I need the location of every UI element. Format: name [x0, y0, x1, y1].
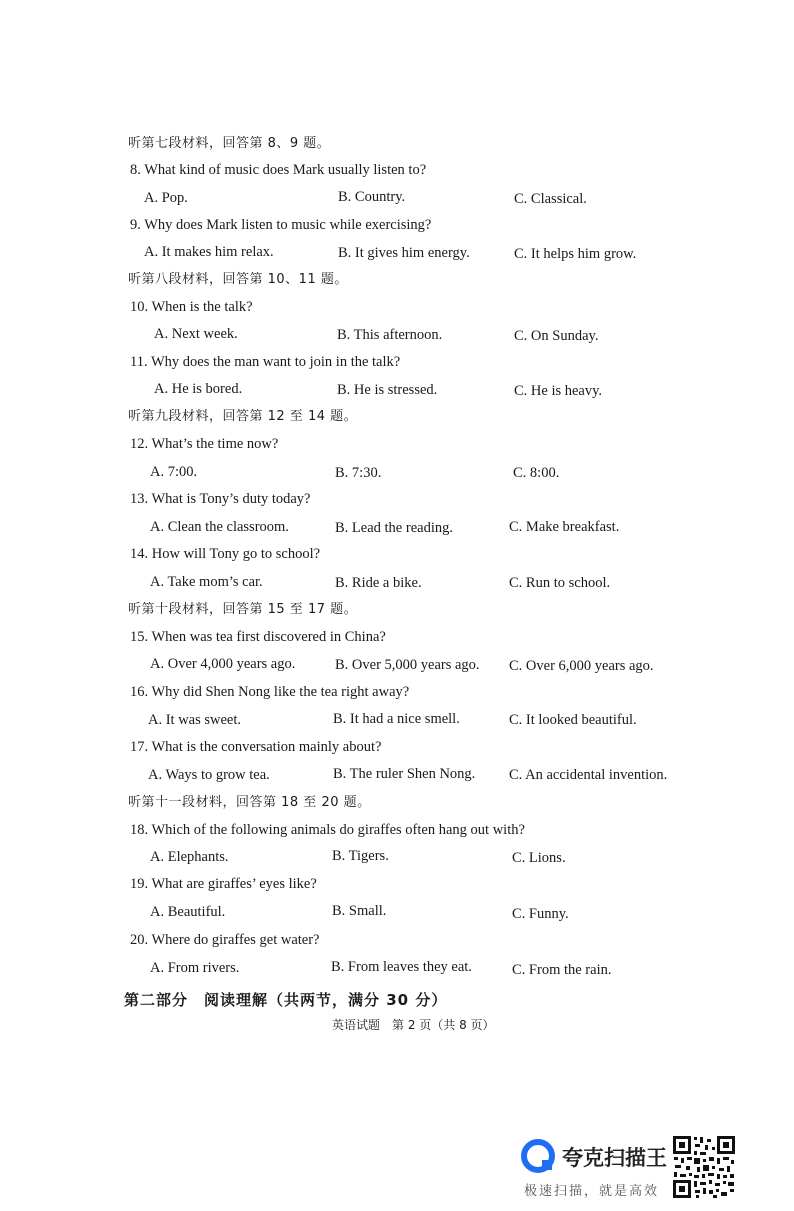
option-c: C. 8:00.: [513, 465, 560, 481]
option-c: C. Run to school.: [509, 575, 611, 591]
option-c: C. Lions.: [512, 850, 566, 866]
question-stem: 16. Why did Shen Nong like the tea right away?: [130, 684, 410, 700]
option-b: B. He is stressed.: [337, 382, 438, 398]
option-b: B. It gives him energy.: [338, 245, 470, 261]
option-c: C. Funny.: [512, 906, 569, 922]
section-header: 听第八段材料，回答第 10、11 题。: [128, 272, 348, 287]
page-footer: 英语试题 第 2 页（共 8 页）: [332, 1018, 495, 1032]
question-stem: 20. Where do giraffes get water?: [130, 932, 320, 948]
option-a: A. He is bored.: [154, 381, 243, 397]
option-c: C. Make breakfast.: [509, 519, 620, 535]
question-stem: 17. What is the conversation mainly about?: [130, 739, 382, 755]
option-b: B. Lead the reading.: [335, 520, 453, 536]
option-b: B. Country.: [338, 189, 406, 205]
option-b: B. It had a nice smell.: [333, 711, 460, 727]
option-a: A. Beautiful.: [150, 904, 226, 920]
option-c: C. From the rain.: [512, 962, 612, 978]
option-c: C. It looked beautiful.: [509, 712, 637, 728]
option-a: A. Clean the classroom.: [150, 519, 289, 535]
qr-code-icon: [672, 1135, 736, 1199]
option-c: C. On Sunday.: [514, 328, 599, 344]
option-b: B. Over 5,000 years ago.: [335, 657, 480, 673]
option-a: A. Over 4,000 years ago.: [150, 656, 296, 672]
question-stem: 13. What is Tony’s duty today?: [130, 491, 311, 507]
question-stem: 12. What’s the time now?: [130, 436, 279, 452]
option-b: B. 7:30.: [335, 465, 382, 481]
question-stem: 11. Why does the man want to join in the talk?: [130, 354, 401, 370]
option-b: B. Tigers.: [332, 848, 389, 864]
question-stem: 14. How will Tony go to school?: [130, 546, 321, 562]
question-stem: 19. What are giraffes’ eyes like?: [130, 876, 317, 892]
part-heading: 第二部分 阅读理解（共两节，满分 30 分）: [124, 991, 448, 1009]
option-c: C. An accidental invention.: [509, 767, 668, 783]
section-header: 听第十段材料，回答第 15 至 17 题。: [128, 602, 358, 617]
option-a: A. Take mom’s car.: [150, 574, 263, 590]
option-a: A. Next week.: [154, 326, 238, 342]
option-a: A. From rivers.: [150, 960, 240, 976]
option-a: A. It was sweet.: [148, 712, 242, 728]
question-stem: 9. Why does Mark listen to music while exercising?: [130, 217, 432, 233]
option-a: A. 7:00.: [150, 464, 198, 480]
option-a: A. Elephants.: [150, 849, 229, 865]
question-stem: 18. Which of the following animals do giraffes often hang out with?: [130, 822, 525, 838]
option-c: C. It helps him grow.: [514, 246, 637, 262]
option-c: C. He is heavy.: [514, 383, 603, 399]
quark-logo-icon: [520, 1138, 556, 1174]
option-b: B. This afternoon.: [337, 327, 443, 343]
option-c: C. Classical.: [514, 191, 587, 207]
option-c: C. Over 6,000 years ago.: [509, 658, 654, 674]
watermark-brand-name: 夸克扫描王: [562, 1146, 667, 1170]
question-stem: 8. What kind of music does Mark usually listen to?: [130, 162, 427, 178]
question-stem: 15. When was tea first discovered in China?: [130, 629, 386, 645]
option-b: B. Ride a bike.: [335, 575, 422, 591]
option-a: A. Ways to grow tea.: [148, 767, 270, 783]
section-header: 听第九段材料，回答第 12 至 14 题。: [128, 409, 358, 424]
option-a: A. Pop.: [144, 190, 188, 206]
section-header: 听第七段材料，回答第 8、9 题。: [128, 136, 331, 151]
question-stem: 10. When is the talk?: [130, 299, 253, 315]
option-b: B. From leaves they eat.: [331, 959, 472, 975]
option-b: B. Small.: [332, 903, 387, 919]
section-header: 听第十一段材料，回答第 18 至 20 题。: [128, 795, 371, 810]
watermark-slogan: 极速扫描，就是高效: [524, 1184, 660, 1199]
option-b: B. The ruler Shen Nong.: [333, 766, 476, 782]
option-a: A. It makes him relax.: [144, 244, 274, 260]
